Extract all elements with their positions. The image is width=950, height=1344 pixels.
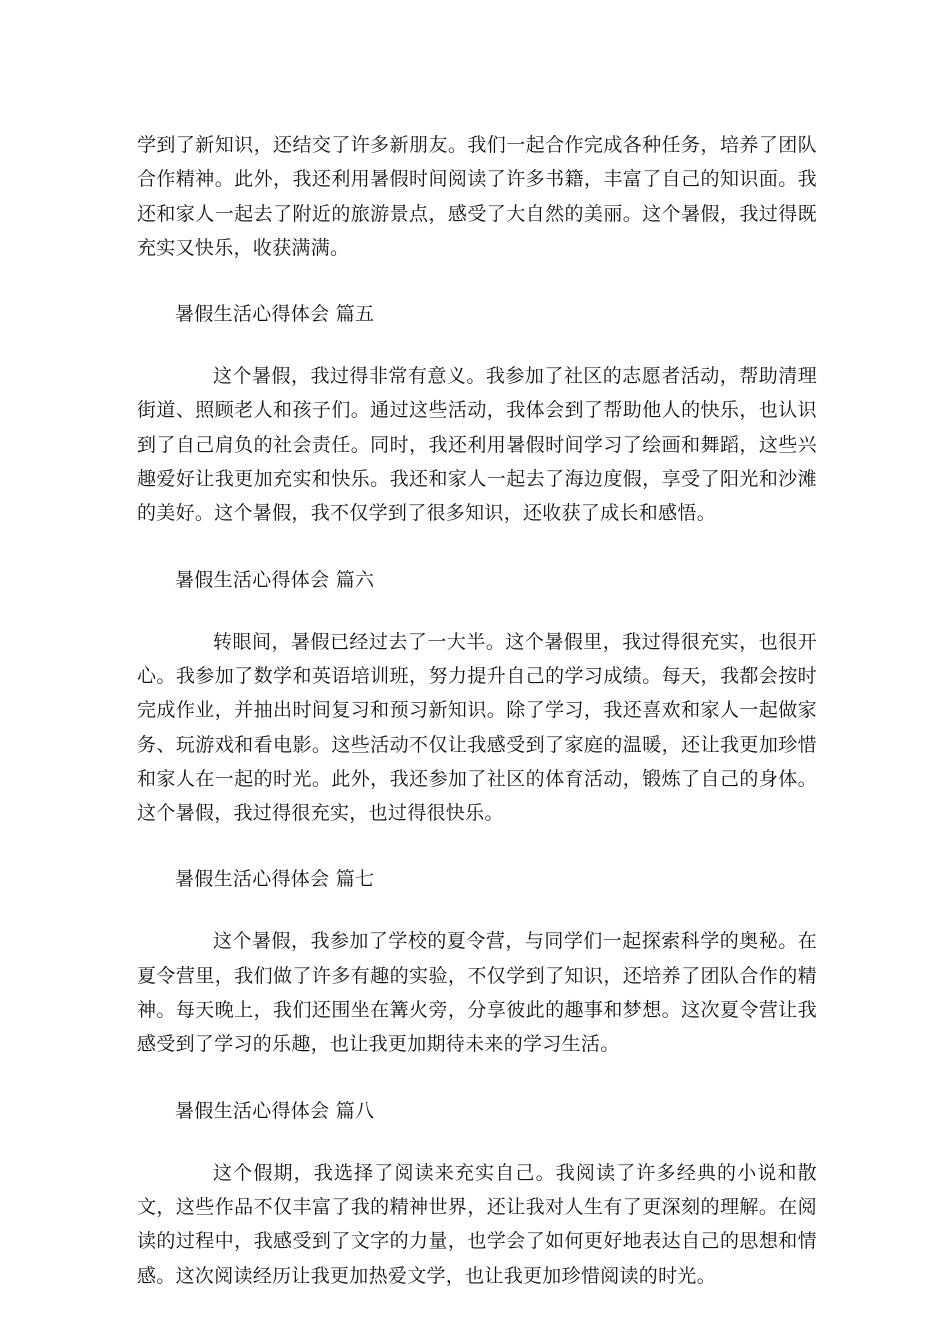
section-heading-6: 暑假生活心得体会 篇六 — [175, 568, 375, 591]
intro-paragraph: 学到了新知识，还结交了许多新朋友。我们一起合作完成各种任务，培养了团队合作精神。此外，我还利用暑假时间阅读了许多书籍，丰富了自己的知识面。我还和家人一起去了附近的旅游景点，感受了大自然的美丽。这个暑假，我过得既充实又快乐，收获满满。 — [137, 134, 817, 259]
section-paragraph-5: 这个暑假，我过得非常有意义。我参加了社区的志愿者活动，帮助清理街道、照顾老人和孩子们。通过这些活动，我体会到了帮助他人的快乐，也认识到了自己肩负的社会责任。同时，我还利用暑假时间学习了绘画和舞蹈，这些兴趣爱好让我更加充实和快乐。我还和家人一起去了海边度假，享受了阳光和沙滩的美好。这个暑假，我不仅学到了很多知识，还收获了成长和感悟。 — [137, 365, 817, 525]
spacer — [137, 265, 817, 297]
section-heading-8: 暑假生活心得体会 篇八 — [175, 1099, 375, 1122]
section-paragraph-6: 转眼间，暑假已经过去了一大半。这个暑假里，我过得很充实，也很开心。我参加了数学和英语培训班，努力提升自己的学习成绩。每天，我都会按时完成作业，并抽出时间复习和预习新知识。除了学习，我还喜欢和家人一起做家务、玩游戏和看电影。这些活动不仅让我感受到了家庭的温暖，还让我更加珍惜和家人在一起的时光。此外，我还参加了社区的体育活动，锻炼了自己的身体。这个暑假，我过得很充实，也过得很快乐。 — [137, 630, 817, 825]
spacer — [137, 1062, 817, 1094]
spacer — [137, 531, 817, 563]
document-body — [137, 128, 817, 1293]
spacer — [137, 597, 817, 625]
section-paragraph-7: 这个暑假，我参加了学校的夏令营，与同学们一起探索科学的奥秘。在夏令营里，我们做了许多有趣的实验，不仅学到了知识，还培养了团队合作的精神。每天晚上，我们还围坐在篝火旁，分享彼此的趣事和梦想。这次夏令营让我感受到了学习的乐趣，也让我更加期待未来的学习生活。 — [137, 930, 817, 1056]
section-paragraph-8: 这个假期，我选择了阅读来充实自己。我阅读了许多经典的小说和散文，这些作品不仅丰富了我的精神世界，还让我对人生有了更深刻的理解。在阅读的过程中，我感受到了文字的力量，也学会了如何更好地表达自己的思想和情感。这次阅读经历让我更加热爱文学，也让我更加珍惜阅读的时光。 — [137, 1161, 817, 1287]
spacer — [137, 896, 817, 924]
spacer — [137, 331, 817, 359]
section-heading-5: 暑假生活心得体会 篇五 — [175, 303, 375, 326]
spacer — [137, 830, 817, 862]
spacer — [137, 1128, 817, 1156]
section-heading-7: 暑假生活心得体会 篇七 — [175, 868, 375, 891]
